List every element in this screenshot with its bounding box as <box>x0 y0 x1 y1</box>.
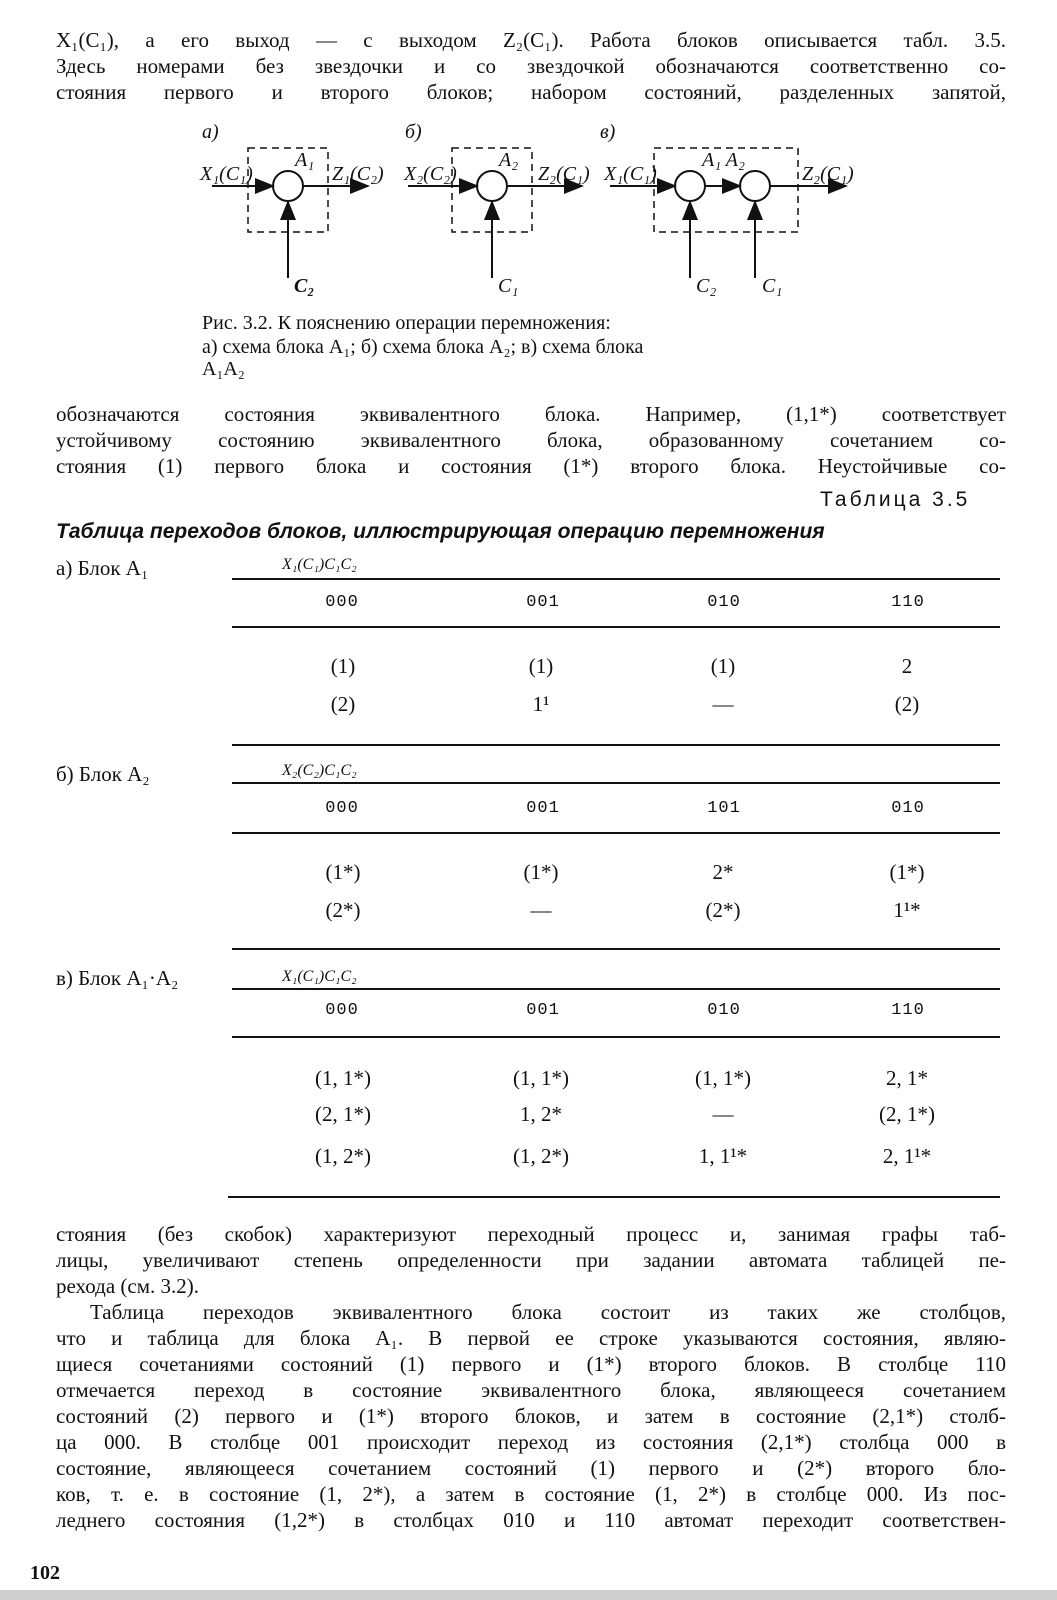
text-line: Здесь номерами без звездочки и со звездочкой обозначаются соответственно со- <box>56 54 1006 78</box>
table-cell: (1) <box>528 654 554 678</box>
table-cell: 2, 1¹* <box>882 1144 932 1168</box>
text-line: ков, т. е. в состояние (1, 2*), а затем в состояние (1, 2*) в столбце 000. Из пос- <box>56 1482 1006 1506</box>
column-header: 001 <box>526 799 560 818</box>
text-line: леднего состояния (1,2*) в столбцах 010 и 110 автомат переходит соответствен- <box>56 1508 1006 1532</box>
block-a-input-header: X₁(C₁)C₁C₂ <box>282 556 357 573</box>
table-cell: (2*) <box>705 898 741 922</box>
page-number: 102 <box>30 1562 60 1584</box>
table-cell: (1, 1*) <box>695 1066 751 1090</box>
input-label: X₁(C₁) <box>604 163 657 185</box>
text-line: ца 000. В столбце 001 происходит переход из состояния (2,1*) столбца 000 в <box>56 1430 1006 1454</box>
table-cell: (1*) <box>889 860 925 884</box>
block-label: A₂ <box>499 149 519 171</box>
table-rule <box>228 1196 1000 1198</box>
control-label: C₂ <box>294 275 315 297</box>
table-title: Таблица переходов блоков, иллюстрирующая операцию перемножения <box>56 520 825 543</box>
table-rule <box>232 744 1000 746</box>
table-cell: (2) <box>330 692 356 716</box>
table-cell: (2) <box>894 692 920 716</box>
column-header: 010 <box>707 1001 741 1020</box>
output-label: Z₂(C₁) <box>802 163 854 185</box>
table-cell: (1, 1*) <box>513 1066 569 1090</box>
block-c-label: в) Блок A₁·A₂ <box>56 966 179 990</box>
block-b-label: б) Блок A₂ <box>56 762 150 786</box>
text-line: лицы, увеличивают степень определенности при задании автомата таблицей пе- <box>56 1248 1006 1272</box>
text-line: состояние, являющееся сочетанием состояний (1) первого и (2*) второго бло- <box>56 1456 1006 1480</box>
panel-tag: а) <box>202 121 219 143</box>
column-header: 010 <box>891 799 925 818</box>
output-label: Z₁(C₂) <box>332 163 384 185</box>
table-cell: 2 <box>901 654 913 678</box>
table-cell: (1, 2*) <box>513 1144 569 1168</box>
table-cell: (1) <box>330 654 356 678</box>
table-cell: (2, 1*) <box>315 1102 371 1126</box>
control-label-right: C₁ <box>762 275 783 297</box>
column-header: 001 <box>526 593 560 612</box>
column-header: 001 <box>526 1001 560 1020</box>
table-rule <box>232 988 1000 990</box>
table-cell: 2* <box>712 860 734 884</box>
figure-caption-line: A₁A₂ <box>202 358 245 380</box>
text-line: что и таблица для блока A₁. В первой ее строке указываются состояния, являю- <box>56 1326 1006 1350</box>
panel-tag: б) <box>405 121 422 143</box>
block-label: A₁ <box>295 149 315 171</box>
table-cell: (1, 2*) <box>315 1144 371 1168</box>
text-line: отмечается переход в состояние эквивалентного блока, являющееся сочетанием <box>56 1378 1006 1402</box>
figure-panel-c <box>600 121 854 297</box>
table-cell: 1, 2* <box>520 1102 562 1126</box>
table-cell: (1) <box>710 654 736 678</box>
table-cell: (2, 1*) <box>879 1102 935 1126</box>
text-line: щиеся сочетаниями состояний (1) первого и (1*) второго блоков. В столбце 110 <box>56 1352 1006 1376</box>
table-rule <box>232 948 1000 950</box>
column-header: 110 <box>891 1001 925 1020</box>
block-b-input-header: X₂(C₂)C₁C₂ <box>282 762 357 779</box>
output-label: Z₂(C₁) <box>538 163 590 185</box>
table-cell: — <box>712 692 734 716</box>
table-rule <box>232 626 1000 628</box>
column-header: 110 <box>891 593 925 612</box>
column-header: 000 <box>325 799 359 818</box>
table-rule <box>232 782 1000 784</box>
column-header: 000 <box>325 1001 359 1020</box>
scan-edge <box>0 1590 1057 1600</box>
table-cell: — <box>530 898 552 922</box>
column-header: 101 <box>707 799 741 818</box>
block-c-input-header: X₁(C₁)C₁C₂ <box>282 968 357 985</box>
panel-tag: в) <box>600 121 616 143</box>
table-rule <box>232 832 1000 834</box>
text-line: состояний (2) первого и (1*) второго блоков, и затем в состояние (2,1*) столб- <box>56 1404 1006 1428</box>
table-rule <box>232 1036 1000 1038</box>
table-cell: 1, 1¹* <box>698 1144 748 1168</box>
table-cell: 1¹ <box>532 692 550 716</box>
input-label: X₂(C₂) <box>404 163 457 185</box>
figure-panel-a <box>199 121 384 297</box>
figure-caption-line: Рис. 3.2. К пояснению операции перемножения: <box>202 312 611 334</box>
block-label: A₁ A₂ <box>702 149 745 171</box>
table-cell: (2*) <box>325 898 361 922</box>
table-cell: 1¹* <box>893 898 921 922</box>
table-cell: (1*) <box>523 860 559 884</box>
table-cell: 2, 1* <box>886 1066 928 1090</box>
control-label-left: C₂ <box>696 275 717 297</box>
table-cell: (1, 1*) <box>315 1066 371 1090</box>
figure-panel-b <box>403 121 590 297</box>
table-rule <box>232 578 1000 580</box>
control-label: C₁ <box>498 275 519 297</box>
text-line: рехода (см. 3.2). <box>56 1274 199 1298</box>
table-cell: (1*) <box>325 860 361 884</box>
text-line: стояния (1) первого блока и состояния (1*) второго блока. Неустойчивые со- <box>56 454 1006 478</box>
column-header: 010 <box>707 593 741 612</box>
figure-caption-line: а) схема блока A₁; б) схема блока A₂; в) схема блока <box>202 336 644 358</box>
text-line: стояния первого и второго блоков; набором состояний, разделенных запятой, <box>56 80 1006 104</box>
input-label: X₁(C₁) <box>200 163 253 185</box>
table-number: Таблица 3.5 <box>820 488 971 511</box>
text-line: обозначаются состояния эквивалентного блока. Например, (1,1*) соответствует <box>56 402 1006 426</box>
block-a-label: а) Блок A₁ <box>56 556 149 580</box>
text-line: Таблица переходов эквивалентного блока состоит из таких же столбцов, <box>90 1300 1006 1324</box>
column-header: 000 <box>325 593 359 612</box>
text-line: стояния (без скобок) характеризуют переходный процесс и, занимая графы таб- <box>56 1222 1006 1246</box>
text-line: устойчивому состоянию эквивалентного блока, образованному сочетанием со- <box>56 428 1006 452</box>
table-cell: — <box>712 1102 734 1126</box>
text-line: X₁(C₁), а его выход — с выходом Z₂(C₁). Работа блоков описывается табл. 3.5. <box>56 28 1006 52</box>
figure-3-2 <box>190 120 870 310</box>
